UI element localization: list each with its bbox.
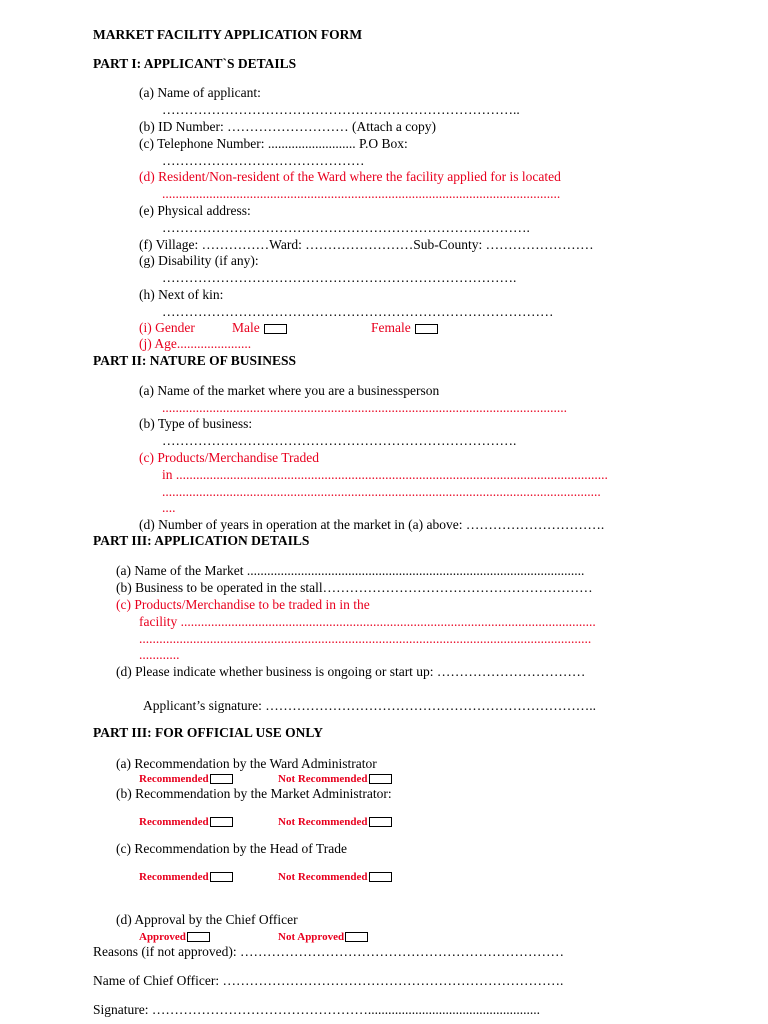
years-in-operation-field[interactable]: (d) Number of years in operation at the market in (a) above: …………………………. (139, 517, 605, 532)
age-field[interactable]: (j) Age...................... (139, 336, 252, 351)
gender-female-checkbox[interactable] (415, 324, 438, 334)
recommended-checkbox[interactable] (210, 774, 233, 784)
market-admin-not-recommended[interactable] (278, 814, 392, 830)
business-status-field[interactable]: (d) Please indicate whether business is ongoing or start up: …………………………… (116, 664, 586, 679)
not-approved-label: Not Approved (278, 931, 345, 943)
reasons-field[interactable]: Reasons (if not approved): ……………………………………………………………… (93, 944, 564, 959)
physical-address-label: (e) Physical address: (139, 203, 251, 218)
part3-heading: PART III: APPLICATION DETAILS (93, 533, 310, 548)
ward-admin-label: (a) Recommendation by the Ward Administrator (116, 756, 377, 771)
market-admin-label: (b) Recommendation by the Market Administrator: (116, 786, 392, 801)
recommended-label: Recommended (139, 871, 209, 883)
disability-label: (g) Disability (if any): (139, 253, 259, 268)
official-use-heading: PART III: FOR OFFICIAL USE ONLY (93, 725, 323, 740)
not-recommended-label: Not Recommended (278, 816, 368, 828)
disability-field[interactable]: ……………………………………………………………………. (162, 270, 517, 285)
business-type-label: (b) Type of business: (139, 416, 253, 431)
market-admin-recommended[interactable] (139, 814, 233, 830)
applicant-name-field[interactable]: …………………………………………………………………….. (162, 102, 520, 117)
approved-label: Approved (139, 931, 186, 943)
products-traded-field-3[interactable]: .... (162, 500, 176, 515)
ward-admin-recommended[interactable] (139, 771, 233, 787)
facility-products-field-1[interactable]: facility ........................................................................................................................... (139, 614, 596, 629)
applicant-signature-field[interactable]: Applicant’s signature: ……………………………………………………………….. (143, 698, 596, 713)
head-of-trade-recommended[interactable] (139, 869, 233, 885)
next-of-kin-label: (h) Next of kin: (139, 287, 224, 302)
telephone-field[interactable]: (c) Telephone Number: .......................... P.O Box: (139, 136, 408, 151)
products-traded-field-1[interactable]: in ................................................................................................................................ (162, 467, 608, 482)
not-recommended-checkbox[interactable] (369, 774, 392, 784)
ward-admin-not-recommended[interactable] (278, 771, 392, 787)
residency-field[interactable]: ...................................................................................................................... (162, 186, 561, 201)
stall-business-field[interactable]: (b) Business to be operated in the stall…………………………………………………… (116, 580, 593, 595)
chief-officer-name-field[interactable]: Name of Chief Officer: …………………………………………………………………. (93, 973, 564, 988)
recommended-label: Recommended (139, 773, 209, 785)
not-approved-checkbox[interactable] (345, 932, 368, 942)
not-recommended-checkbox[interactable] (369, 817, 392, 827)
part2-heading: PART II: NATURE OF BUSINESS (93, 353, 297, 368)
chief-officer-approval-label: (d) Approval by the Chief Officer (116, 912, 298, 927)
physical-address-field[interactable]: ………………………………………………………………………. (162, 220, 530, 235)
gender-female-option[interactable] (371, 320, 438, 336)
chief-officer-signature-field[interactable]: Signature: …………………………………………................................................... (93, 1002, 540, 1017)
gender-male-option[interactable] (232, 320, 287, 336)
po-box-field[interactable]: ……………………………………… (162, 153, 365, 168)
not-recommended-label: Not Recommended (278, 871, 368, 883)
gender-male-checkbox[interactable] (264, 324, 287, 334)
market-name-label: (a) Name of the market where you are a businessperson (139, 383, 440, 398)
market-name-field[interactable]: ........................................................................................................................ (162, 400, 567, 415)
form-title: MARKET FACILITY APPLICATION FORM (93, 27, 363, 42)
residency-label: (d) Resident/Non-resident of the Ward where the facility applied for is located (139, 169, 561, 184)
facility-products-label: (c) Products/Merchandise to be traded in in the (116, 597, 370, 612)
gender-label: (i) Gender (139, 320, 195, 335)
recommended-checkbox[interactable] (210, 817, 233, 827)
recommended-label: Recommended (139, 816, 209, 828)
next-of-kin-field[interactable]: …………………………………………………………………………… (162, 304, 554, 319)
recommended-checkbox[interactable] (210, 872, 233, 882)
head-of-trade-label: (c) Recommendation by the Head of Trade (116, 841, 347, 856)
market-field[interactable]: (a) Name of the Market .................................................................................................... (116, 563, 585, 578)
head-of-trade-not-recommended[interactable] (278, 869, 392, 885)
not-recommended-checkbox[interactable] (369, 872, 392, 882)
part1-heading: PART I: APPLICANT`S DETAILS (93, 56, 297, 71)
gender-female-label: Female (371, 320, 411, 335)
id-number-field[interactable]: (b) ID Number: ……………………… (Attach a copy) (139, 119, 436, 134)
products-traded-label: (c) Products/Merchandise Traded (139, 450, 319, 465)
chief-officer-not-approved[interactable] (278, 929, 368, 945)
facility-products-field-2[interactable]: ...................................................................................................................................... (139, 631, 592, 646)
business-type-field[interactable]: ……………………………………………………………………. (162, 433, 517, 448)
applicant-name-label: (a) Name of applicant: (139, 85, 261, 100)
facility-products-field-3[interactable]: ............ (139, 647, 180, 662)
not-recommended-label: Not Recommended (278, 773, 368, 785)
products-traded-field-2[interactable]: .................................................................................................................................. (162, 484, 601, 499)
location-field[interactable]: (f) Village: ……………Ward: ……………………Sub-County: …………………… (139, 237, 594, 252)
approved-checkbox[interactable] (187, 932, 210, 942)
chief-officer-approved[interactable] (139, 929, 210, 945)
gender-male-label: Male (232, 320, 260, 335)
